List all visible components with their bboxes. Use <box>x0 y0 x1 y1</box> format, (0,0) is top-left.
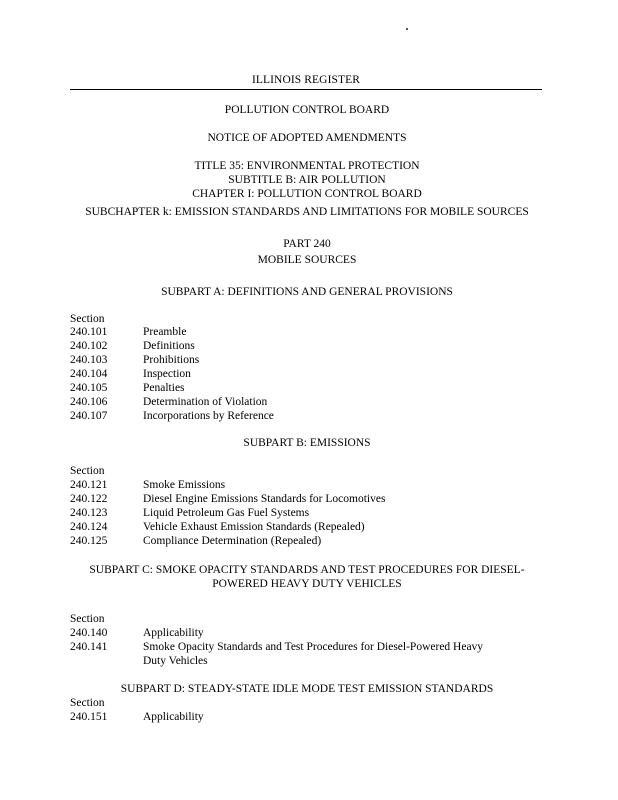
section-title: Incorporations by Reference <box>143 410 274 422</box>
section-number: 240.151 <box>70 711 108 723</box>
section-number: 240.140 <box>70 627 108 639</box>
subtitle-line: SUBTITLE B: AIR POLLUTION <box>228 174 386 186</box>
section-number: 240.106 <box>70 396 108 408</box>
section-number: 240.122 <box>70 493 108 505</box>
section-title: Penalties <box>143 382 185 394</box>
section-label: Section <box>70 697 105 709</box>
section-title: Definitions <box>143 340 195 352</box>
section-label: Section <box>70 313 105 325</box>
section-title: Applicability <box>143 627 204 639</box>
section-title: Compliance Determination (Repealed) <box>143 535 322 547</box>
subpart-c-heading-line1: SUBPART C: SMOKE OPACITY STANDARDS AND TEST PROCEDURES FOR DIESEL- <box>89 564 525 576</box>
section-number: 240.125 <box>70 535 108 547</box>
part-number: PART 240 <box>283 238 331 250</box>
section-title: Vehicle Exhaust Emission Standards (Repealed) <box>143 521 365 533</box>
section-number: 240.105 <box>70 382 108 394</box>
subpart-b-heading: SUBPART B: EMISSIONS <box>243 437 371 449</box>
section-number: 240.103 <box>70 354 108 366</box>
section-number: 240.123 <box>70 507 108 519</box>
notice-title: NOTICE OF ADOPTED AMENDMENTS <box>207 132 407 144</box>
section-title: Smoke Opacity Standards and Test Procedures for Diesel-Powered Heavy <box>143 641 484 653</box>
section-number: 240.102 <box>70 340 108 352</box>
section-title-continuation: Duty Vehicles <box>143 655 208 667</box>
subpart-a-heading: SUBPART A: DEFINITIONS AND GENERAL PROVISIONS <box>161 286 453 298</box>
subpart-c-heading-line2: POWERED HEAVY DUTY VEHICLES <box>212 578 402 590</box>
board-name: POLLUTION CONTROL BOARD <box>224 104 390 116</box>
section-title: Applicability <box>143 711 204 723</box>
section-number: 240.104 <box>70 368 108 380</box>
chapter-line: CHAPTER I: POLLUTION CONTROL BOARD <box>192 188 422 200</box>
part-title: MOBILE SOURCES <box>257 254 357 266</box>
section-label: Section <box>70 613 105 625</box>
stray-mark <box>406 28 408 30</box>
section-title: Prohibitions <box>143 354 200 366</box>
section-title: Liquid Petroleum Gas Fuel Systems <box>143 507 310 519</box>
section-number: 240.107 <box>70 410 108 422</box>
section-title: Diesel Engine Emissions Standards for Locomotives <box>143 493 386 505</box>
section-label: Section <box>70 465 105 477</box>
section-number: 240.124 <box>70 521 108 533</box>
section-title: Determination of Violation <box>143 396 268 408</box>
section-title: Smoke Emissions <box>143 479 226 491</box>
subchapter-line: SUBCHAPTER k: EMISSION STANDARDS AND LIMITATIONS FOR MOBILE SOURCES <box>85 206 529 218</box>
section-number: 240.121 <box>70 479 108 491</box>
section-title: Preamble <box>143 326 187 338</box>
section-title: Inspection <box>143 368 191 380</box>
section-number: 240.101 <box>70 326 108 338</box>
title-line: TITLE 35: ENVIRONMENTAL PROTECTION <box>194 160 420 172</box>
register-header: ILLINOIS REGISTER <box>70 73 542 90</box>
subpart-d-heading: SUBPART D: STEADY-STATE IDLE MODE TEST EMISSION STANDARDS <box>120 683 494 695</box>
section-number: 240.141 <box>70 641 108 653</box>
